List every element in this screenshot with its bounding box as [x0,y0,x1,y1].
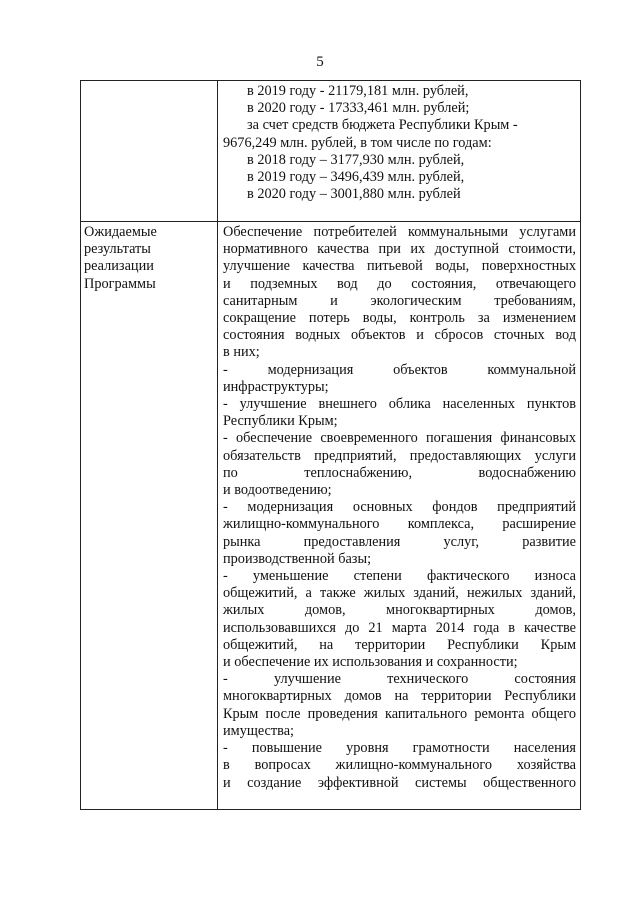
program-passport-table [80,80,581,810]
text-line: сокращение потерь воды, контроль за изменением [223,310,576,327]
text-line: в 2019 году - 21179,181 млн. рублей, [247,83,469,99]
text-line: в 2019 году – 3496,439 млн. рублей, [247,169,465,186]
text-line: и подземных вод до состояния, отвечающего [223,275,576,292]
label-line: результаты [84,241,151,258]
expected-results-content-cell [218,222,581,810]
text-line: и обеспечение их использования и сохранности; [223,654,518,671]
text-line: инфраструктуры; [223,378,329,395]
text-line: имущества; [223,722,295,739]
text-line: многоквартирных домов на территории Республики [223,688,576,705]
text-line: по теплоснабжению, водоснабжению [223,464,576,481]
text-line: санитарным и экологическим требованиям, [223,292,576,309]
text-line: Республики Крым; [223,413,338,430]
text-line: Крым после проведения капитального ремонта общего [223,705,576,722]
page-number: 5 [316,54,324,70]
text-line: производственной базы; [223,550,372,567]
financing-label-cell [81,81,218,222]
label-line: реализации [84,258,154,275]
text-line: и водоотведению; [223,482,332,499]
text-line: Обеспечение потребителей коммунальными услугами [223,224,576,240]
text-line: и создание эффективной системы общественного [223,774,576,791]
text-line: - уменьшение степени фактического износа [223,568,576,585]
text-line: обязательств предприятий, предоставляющих услуги [223,447,576,464]
text-line: 9676,249 млн. рублей, в том числе по годам: [223,134,492,151]
text-line: жилых домов, многоквартирных домов, [223,602,576,619]
text-line: в 2020 году – 3001,880 млн. рублей [247,186,461,203]
text-line: - улучшение внешнего облика населенных пунктов [223,396,576,413]
text-line: в 2018 году – 3177,930 млн. рублей, [247,151,465,168]
expected-results-label-cell [81,222,218,810]
label-line: Ожидаемые [84,224,157,240]
text-line: использовавшихся до 21 марта 2014 года в качестве [223,619,576,636]
text-line: - модернизация основных фондов предприятий [223,499,576,516]
text-line: нормативного качества при их доступной стоимости, [223,241,576,258]
text-line: жилищно-коммунального комплекса, расширение [223,516,576,533]
text-line: - модернизация объектов коммунальной [223,361,576,378]
text-line: - обеспечение своевременного погашения финансовых [223,430,576,447]
text-line: общежитий, на территории Республики Крым [223,636,576,653]
text-line: состояния водных объектов и сбросов сточных вод [223,327,576,344]
text-line: в них; [223,344,260,361]
text-line: - повышение уровня грамотности населения [223,740,576,757]
text-line: в вопросах жилищно-коммунального хозяйства [223,757,576,774]
financing-content-cell [218,81,581,222]
text-line: за счет средств бюджета Республики Крым - [247,117,518,134]
label-line: Программы [84,275,156,292]
text-line: в 2020 году - 17333,461 млн. рублей; [247,100,470,117]
financing-row [81,81,581,222]
text-line: общежитий, а также жилых зданий, нежилых зданий, [223,585,576,602]
text-line: - улучшение технического состояния [223,671,576,688]
text-line: рынка предоставления услуг, развитие [223,533,576,550]
expected-results-row [81,222,581,810]
text-line: улучшение качества питьевой воды, поверхностных [223,258,576,275]
